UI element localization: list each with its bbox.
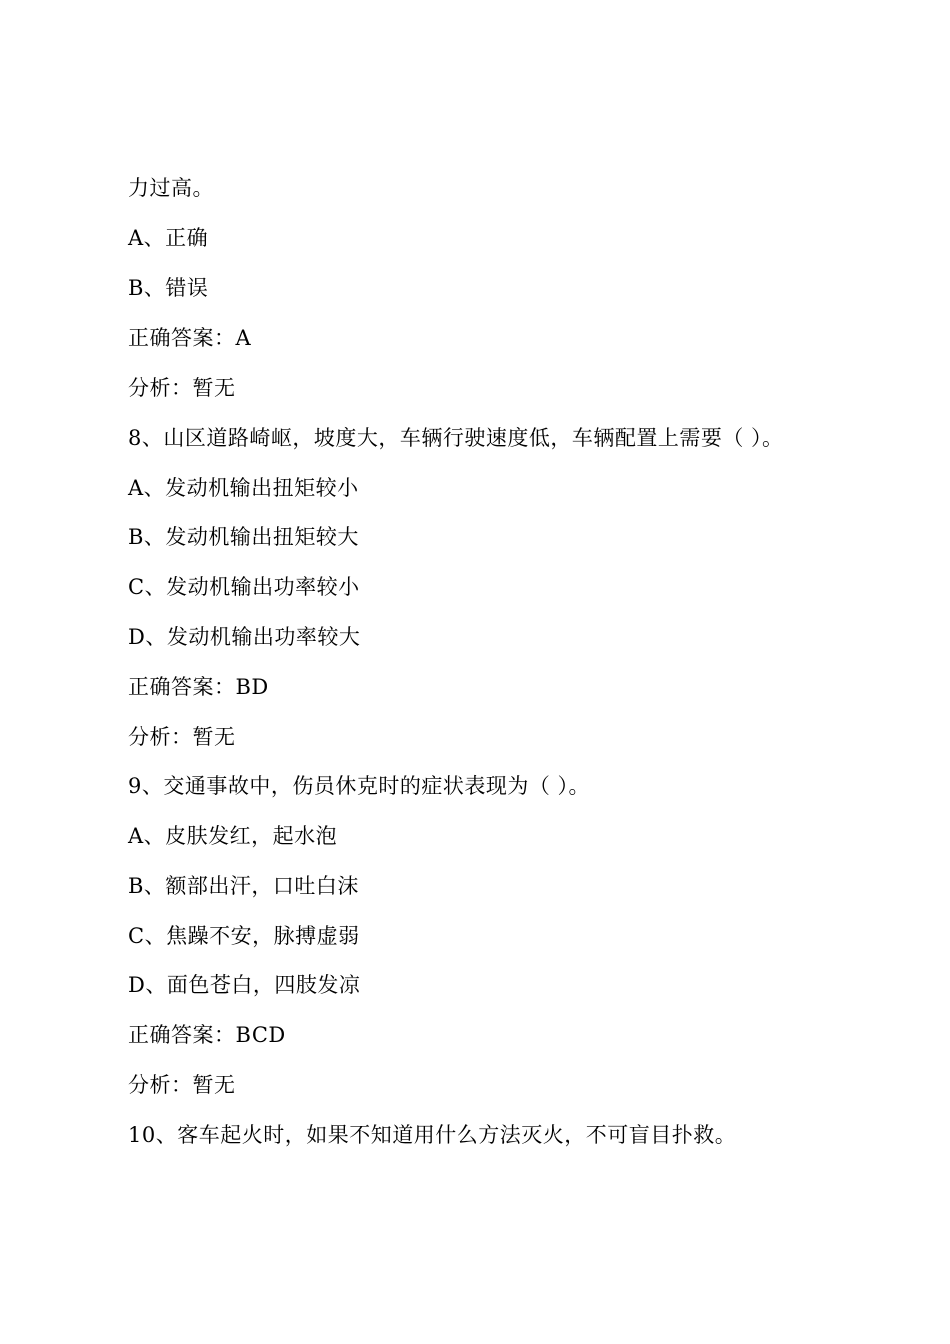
answer-line: 正确答案：A [128,326,252,350]
option-line: C、发动机输出功率较小 [128,575,360,599]
option-line: D、发动机输出功率较大 [128,625,361,649]
option-line: B、错误 [128,276,209,300]
question-line: 10、客车起火时，如果不知道用什么方法灭火，不可盲目扑救。 [128,1123,737,1147]
option-line: A、正确 [128,226,209,250]
answer-line: 正确答案：BCD [128,1023,286,1047]
analysis-line: 分析：暂无 [128,1073,236,1097]
question-line: 9、交通事故中，伤员休克时的症状表现为（ ）。 [128,774,591,798]
analysis-line: 分析：暂无 [128,725,236,749]
question-line: 8、山区道路崎岖，坡度大，车辆行驶速度低，车辆配置上需要（ ）。 [128,426,784,450]
option-line: A、发动机输出扭矩较小 [128,476,359,500]
option-line: D、面色苍白，四肢发凉 [128,973,361,997]
option-line: A、皮肤发红，起水泡 [128,824,338,848]
text-line: 力过高。 [128,176,214,200]
option-line: B、额部出汗，口吐白沫 [128,874,359,898]
answer-line: 正确答案：BD [128,675,269,699]
option-line: C、焦躁不安，脉搏虚弱 [128,924,360,948]
option-line: B、发动机输出扭矩较大 [128,525,359,549]
analysis-line: 分析：暂无 [128,376,236,400]
